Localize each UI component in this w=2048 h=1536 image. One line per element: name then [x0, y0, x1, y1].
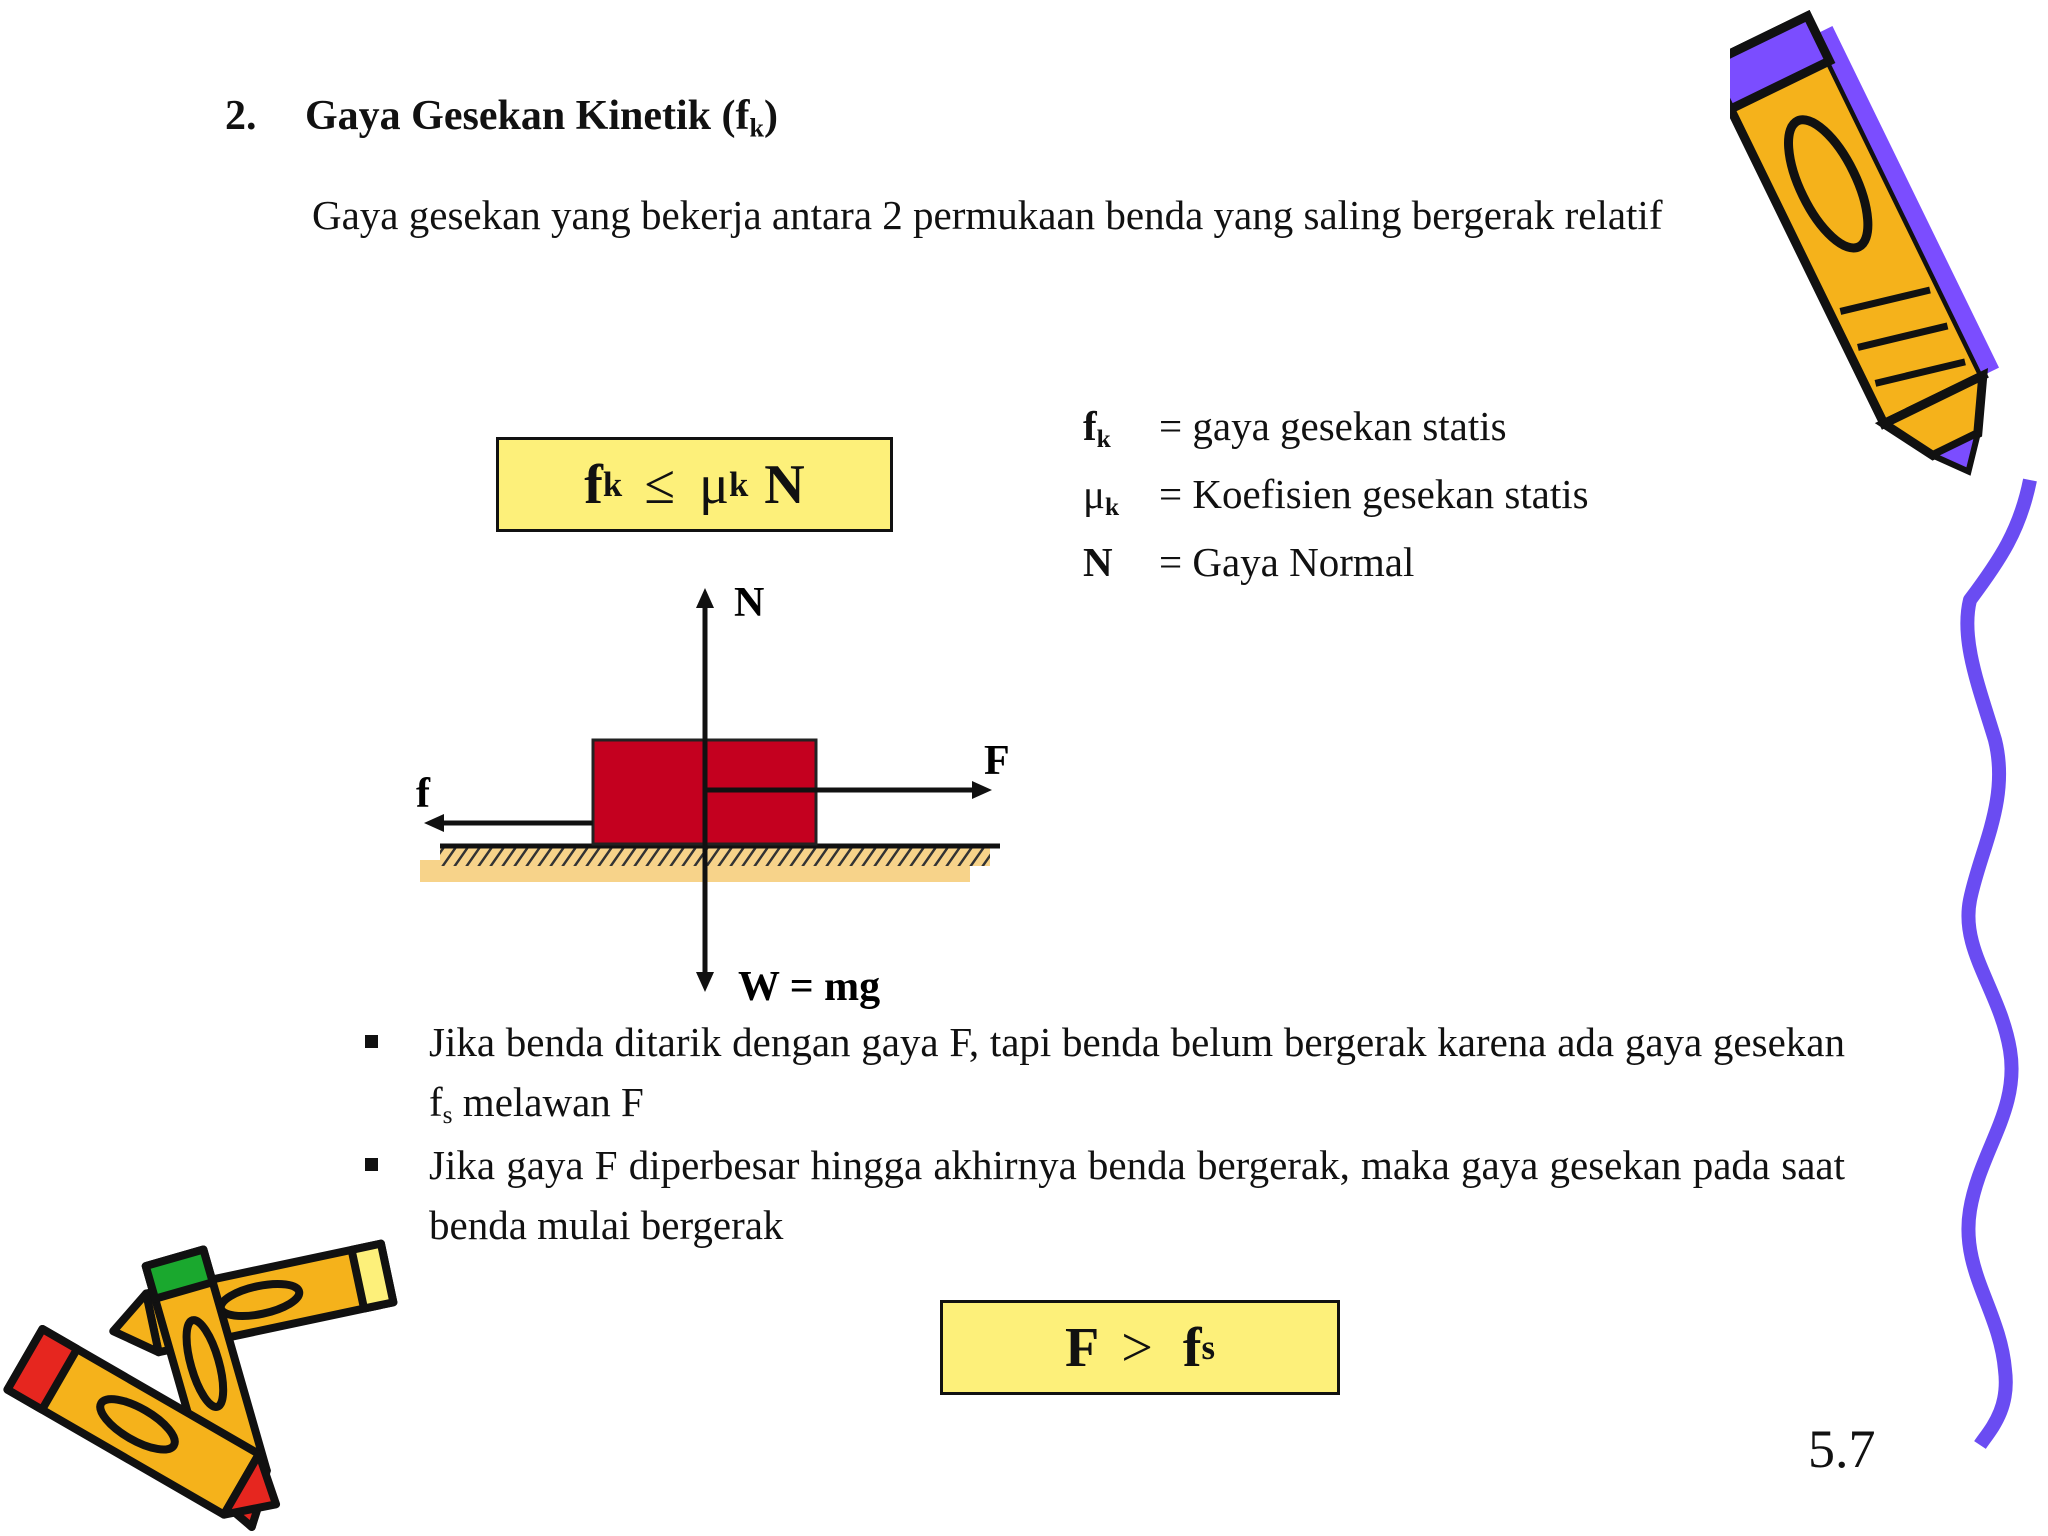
- bullet-square-icon: [365, 1035, 378, 1048]
- formula-box-kinetic: f k ≤ μ k N: [496, 437, 893, 532]
- label-weight: W = mg: [738, 964, 881, 1010]
- list-item: [365, 1135, 1845, 1255]
- legend-description: = gaya gesekan statis: [1159, 403, 1507, 449]
- label-normal-force: N: [734, 580, 765, 626]
- legend-description: = Koefisien gesekan statis: [1159, 471, 1589, 517]
- free-body-diagram: [400, 580, 1040, 1010]
- intro-paragraph: Gaya gesekan yang bekerja antara 2 permukaan benda yang saling bergerak relatif: [312, 192, 1663, 238]
- normal-force-arrowhead: [696, 588, 714, 608]
- formula1-mu: μ: [698, 453, 729, 516]
- legend-symbol: f: [1083, 403, 1097, 449]
- ground-hatch: [440, 848, 990, 866]
- legend-symbol: μ: [1083, 471, 1105, 517]
- bullet-list: [365, 1012, 1845, 1258]
- legend-description: = Gaya Normal: [1159, 539, 1415, 585]
- legend-symbol: N: [1083, 539, 1113, 585]
- list-item: [365, 1012, 1845, 1132]
- pencils-bottom-left-icon: [0, 1230, 420, 1536]
- legend-symbol-sub: k: [1096, 425, 1111, 454]
- bullet-text: Jika gaya F diperbesar hingga akhirnya benda bergerak, maka gaya gesekan pada saat benda mulai bergerak: [429, 1142, 1845, 1248]
- label-friction-force: f: [416, 771, 430, 817]
- formula2-rhs: f: [1182, 1316, 1202, 1379]
- weight-arrowhead: [696, 972, 714, 992]
- formula2-lhs: F: [1065, 1316, 1100, 1379]
- bullet-text-sub: s: [442, 1101, 453, 1130]
- section-title-subscript: k: [749, 113, 764, 143]
- formula1-lhs: f: [584, 453, 603, 516]
- formula-box-condition: F > f s: [940, 1300, 1340, 1395]
- section-number: 2.: [225, 93, 257, 139]
- bullet-square-icon: [365, 1158, 378, 1171]
- page-number: 5.7: [1808, 1419, 1876, 1479]
- legend-row-n: [1083, 538, 1414, 586]
- bullet-text-end: melawan F: [452, 1079, 644, 1125]
- section-heading: [225, 92, 778, 143]
- section-title: Gaya Gesekan Kinetik (f: [305, 93, 750, 139]
- wavy-line-decoration: [1940, 470, 2048, 1450]
- section-title-end: ): [764, 93, 778, 139]
- formula2-op: >: [1121, 1316, 1153, 1379]
- formula1-rhs: N: [764, 453, 805, 516]
- legend-symbol-sub: k: [1104, 493, 1120, 522]
- formula1-op: ≤: [644, 453, 675, 516]
- pencil-top-right-icon: [1730, 0, 2030, 500]
- bullet-text: Jika benda ditarik dengan gaya F, tapi benda belum bergerak karena ada gaya gesekan f: [429, 1019, 1845, 1125]
- legend-row-mu: [1083, 470, 1589, 522]
- label-applied-force: F: [984, 738, 1010, 784]
- legend-row-fk: [1083, 402, 1507, 454]
